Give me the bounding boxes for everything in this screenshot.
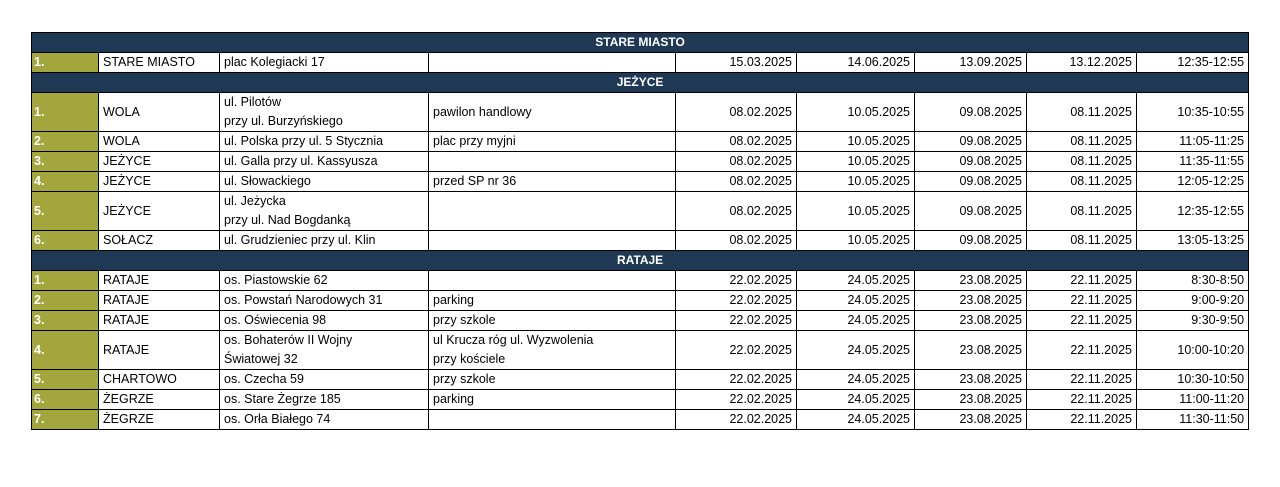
address-cell xyxy=(220,271,429,291)
section-header-row xyxy=(32,251,1249,271)
location-note-cell xyxy=(429,410,676,430)
date-cell: 22.11.2025 xyxy=(1027,311,1137,331)
location-note-line: przy kościele xyxy=(433,352,506,366)
date-cell: 23.08.2025 xyxy=(915,291,1027,311)
row-number: 3. xyxy=(32,311,99,331)
row-number: 5. xyxy=(32,192,99,231)
address-line: ul. Jeżycka xyxy=(224,194,286,208)
row-number: 4. xyxy=(32,331,99,370)
date-cell: 10.05.2025 xyxy=(797,152,915,172)
address-line: plac Kolegiacki 17 xyxy=(224,55,325,69)
table-row xyxy=(32,291,1249,311)
address-cell xyxy=(220,390,429,410)
district-cell: ŻEGRZE xyxy=(99,410,220,430)
date-cell: 23.08.2025 xyxy=(915,390,1027,410)
location-note-line: przy szkole xyxy=(433,372,496,386)
time-cell: 11:35-11:55 xyxy=(1137,152,1249,172)
location-note-cell xyxy=(429,231,676,251)
address-cell xyxy=(220,152,429,172)
date-cell: 22.02.2025 xyxy=(676,311,797,331)
date-cell: 10.05.2025 xyxy=(797,172,915,192)
table-row xyxy=(32,331,1249,370)
date-cell: 23.08.2025 xyxy=(915,271,1027,291)
location-note-cell xyxy=(429,390,676,410)
location-note-cell xyxy=(429,291,676,311)
address-cell xyxy=(220,291,429,311)
address-line: os. Powstań Narodowych 31 xyxy=(224,293,383,307)
address-cell xyxy=(220,410,429,430)
section-title: STARE MIASTO xyxy=(32,33,1249,53)
date-cell: 22.02.2025 xyxy=(676,291,797,311)
date-cell: 15.03.2025 xyxy=(676,53,797,73)
location-note-cell xyxy=(429,53,676,73)
location-note-cell xyxy=(429,271,676,291)
location-note-line: parking xyxy=(433,392,474,406)
date-cell: 08.02.2025 xyxy=(676,93,797,132)
row-number: 1. xyxy=(32,93,99,132)
date-cell: 24.05.2025 xyxy=(797,390,915,410)
date-cell: 24.05.2025 xyxy=(797,311,915,331)
location-note-cell xyxy=(429,93,676,132)
address-cell xyxy=(220,53,429,73)
address-line: Światowej 32 xyxy=(224,352,298,366)
address-line: ul. Grudzieniec przy ul. Klin xyxy=(224,233,376,247)
address-cell xyxy=(220,231,429,251)
address-line: ul. Galla przy ul. Kassyusza xyxy=(224,154,378,168)
date-cell: 22.11.2025 xyxy=(1027,291,1137,311)
time-cell: 12:35-12:55 xyxy=(1137,192,1249,231)
location-note-cell xyxy=(429,370,676,390)
date-cell: 08.11.2025 xyxy=(1027,231,1137,251)
date-cell: 24.05.2025 xyxy=(797,410,915,430)
time-cell: 10:00-10:20 xyxy=(1137,331,1249,370)
table-row xyxy=(32,152,1249,172)
table-row xyxy=(32,390,1249,410)
date-cell: 22.11.2025 xyxy=(1027,331,1137,370)
date-cell: 24.05.2025 xyxy=(797,291,915,311)
address-cell xyxy=(220,93,429,132)
district-cell: JEŻYCE xyxy=(99,172,220,192)
table-row xyxy=(32,271,1249,291)
date-cell: 08.11.2025 xyxy=(1027,192,1137,231)
time-cell: 8:30-8:50 xyxy=(1137,271,1249,291)
address-line: ul. Pilotów xyxy=(224,95,281,109)
date-cell: 08.02.2025 xyxy=(676,152,797,172)
location-note-cell xyxy=(429,152,676,172)
date-cell: 24.05.2025 xyxy=(797,370,915,390)
district-cell: WOLA xyxy=(99,132,220,152)
date-cell: 14.06.2025 xyxy=(797,53,915,73)
location-note-line: przy szkole xyxy=(433,313,496,327)
row-number: 2. xyxy=(32,291,99,311)
row-number: 6. xyxy=(32,231,99,251)
schedule-table xyxy=(31,32,1249,430)
location-note-line: przed SP nr 36 xyxy=(433,174,517,188)
location-note-cell xyxy=(429,132,676,152)
address-line: ul. Słowackiego xyxy=(224,174,311,188)
row-number: 4. xyxy=(32,172,99,192)
date-cell: 09.08.2025 xyxy=(915,93,1027,132)
table-row xyxy=(32,132,1249,152)
time-cell: 11:05-11:25 xyxy=(1137,132,1249,152)
address-line: ul. Polska przy ul. 5 Stycznia xyxy=(224,134,384,148)
address-cell xyxy=(220,172,429,192)
time-cell: 12:05-12:25 xyxy=(1137,172,1249,192)
location-note-line: ul Krucza róg ul. Wyzwolenia xyxy=(433,333,594,347)
time-cell: 9:00-9:20 xyxy=(1137,291,1249,311)
table-row xyxy=(32,53,1249,73)
time-cell: 10:35-10:55 xyxy=(1137,93,1249,132)
table-row xyxy=(32,172,1249,192)
address-cell xyxy=(220,370,429,390)
date-cell: 22.02.2025 xyxy=(676,331,797,370)
table-row xyxy=(32,410,1249,430)
row-number: 5. xyxy=(32,370,99,390)
row-number: 3. xyxy=(32,152,99,172)
date-cell: 13.12.2025 xyxy=(1027,53,1137,73)
district-cell: RATAJE xyxy=(99,271,220,291)
date-cell: 13.09.2025 xyxy=(915,53,1027,73)
table-row xyxy=(32,93,1249,132)
location-note-cell xyxy=(429,192,676,231)
district-cell: JEŻYCE xyxy=(99,192,220,231)
time-cell: 9:30-9:50 xyxy=(1137,311,1249,331)
section-header-row xyxy=(32,33,1249,53)
section-title: JEŻYCE xyxy=(32,73,1249,93)
location-note-cell xyxy=(429,331,676,370)
row-number: 7. xyxy=(32,410,99,430)
date-cell: 10.05.2025 xyxy=(797,231,915,251)
district-cell: RATAJE xyxy=(99,331,220,370)
date-cell: 08.11.2025 xyxy=(1027,132,1137,152)
address-line: os. Czecha 59 xyxy=(224,372,304,386)
section-title: RATAJE xyxy=(32,251,1249,271)
date-cell: 08.02.2025 xyxy=(676,132,797,152)
date-cell: 08.11.2025 xyxy=(1027,93,1137,132)
date-cell: 10.05.2025 xyxy=(797,132,915,152)
district-cell: RATAJE xyxy=(99,291,220,311)
date-cell: 24.05.2025 xyxy=(797,331,915,370)
table-row xyxy=(32,311,1249,331)
district-cell: STARE MIASTO xyxy=(99,53,220,73)
address-cell xyxy=(220,192,429,231)
district-cell: ŻEGRZE xyxy=(99,390,220,410)
date-cell: 24.05.2025 xyxy=(797,271,915,291)
date-cell: 23.08.2025 xyxy=(915,311,1027,331)
date-cell: 22.02.2025 xyxy=(676,410,797,430)
date-cell: 22.11.2025 xyxy=(1027,271,1137,291)
district-cell: WOLA xyxy=(99,93,220,132)
date-cell: 08.11.2025 xyxy=(1027,152,1137,172)
address-line: os. Orła Białego 74 xyxy=(224,412,331,426)
location-note-cell xyxy=(429,172,676,192)
address-line: os. Stare Żegrze 185 xyxy=(224,392,341,406)
district-cell: JEŻYCE xyxy=(99,152,220,172)
date-cell: 08.02.2025 xyxy=(676,172,797,192)
date-cell: 08.02.2025 xyxy=(676,231,797,251)
district-cell: CHARTOWO xyxy=(99,370,220,390)
address-cell xyxy=(220,132,429,152)
location-note-line: plac przy myjni xyxy=(433,134,516,148)
address-line: przy ul. Burzyńskiego xyxy=(224,114,343,128)
address-line: przy ul. Nad Bogdanką xyxy=(224,213,351,227)
row-number: 1. xyxy=(32,53,99,73)
date-cell: 08.02.2025 xyxy=(676,192,797,231)
date-cell: 23.08.2025 xyxy=(915,410,1027,430)
address-line: os. Piastowskie 62 xyxy=(224,273,328,287)
table-row xyxy=(32,370,1249,390)
district-cell: SOŁACZ xyxy=(99,231,220,251)
date-cell: 10.05.2025 xyxy=(797,93,915,132)
row-number: 6. xyxy=(32,390,99,410)
date-cell: 09.08.2025 xyxy=(915,152,1027,172)
time-cell: 12:35-12:55 xyxy=(1137,53,1249,73)
address-cell xyxy=(220,311,429,331)
row-number: 1. xyxy=(32,271,99,291)
time-cell: 11:30-11:50 xyxy=(1137,410,1249,430)
location-note-cell xyxy=(429,311,676,331)
address-line: os. Oświecenia 98 xyxy=(224,313,327,327)
section-header-row xyxy=(32,73,1249,93)
date-cell: 22.11.2025 xyxy=(1027,370,1137,390)
date-cell: 23.08.2025 xyxy=(915,370,1027,390)
address-line: os. Bohaterów II Wojny xyxy=(224,333,353,347)
date-cell: 22.02.2025 xyxy=(676,370,797,390)
location-note-line: parking xyxy=(433,293,474,307)
date-cell: 22.11.2025 xyxy=(1027,390,1137,410)
table-row xyxy=(32,192,1249,231)
date-cell: 08.11.2025 xyxy=(1027,172,1137,192)
date-cell: 22.02.2025 xyxy=(676,271,797,291)
address-cell xyxy=(220,331,429,370)
time-cell: 10:30-10:50 xyxy=(1137,370,1249,390)
schedule-table-body xyxy=(32,33,1249,430)
date-cell: 09.08.2025 xyxy=(915,172,1027,192)
date-cell: 09.08.2025 xyxy=(915,192,1027,231)
date-cell: 22.02.2025 xyxy=(676,390,797,410)
date-cell: 22.11.2025 xyxy=(1027,410,1137,430)
district-cell: RATAJE xyxy=(99,311,220,331)
date-cell: 09.08.2025 xyxy=(915,132,1027,152)
date-cell: 09.08.2025 xyxy=(915,231,1027,251)
time-cell: 13:05-13:25 xyxy=(1137,231,1249,251)
location-note-line: pawilon handlowy xyxy=(433,104,532,119)
date-cell: 10.05.2025 xyxy=(797,192,915,231)
row-number: 2. xyxy=(32,132,99,152)
time-cell: 11:00-11:20 xyxy=(1137,390,1249,410)
date-cell: 23.08.2025 xyxy=(915,331,1027,370)
table-row xyxy=(32,231,1249,251)
